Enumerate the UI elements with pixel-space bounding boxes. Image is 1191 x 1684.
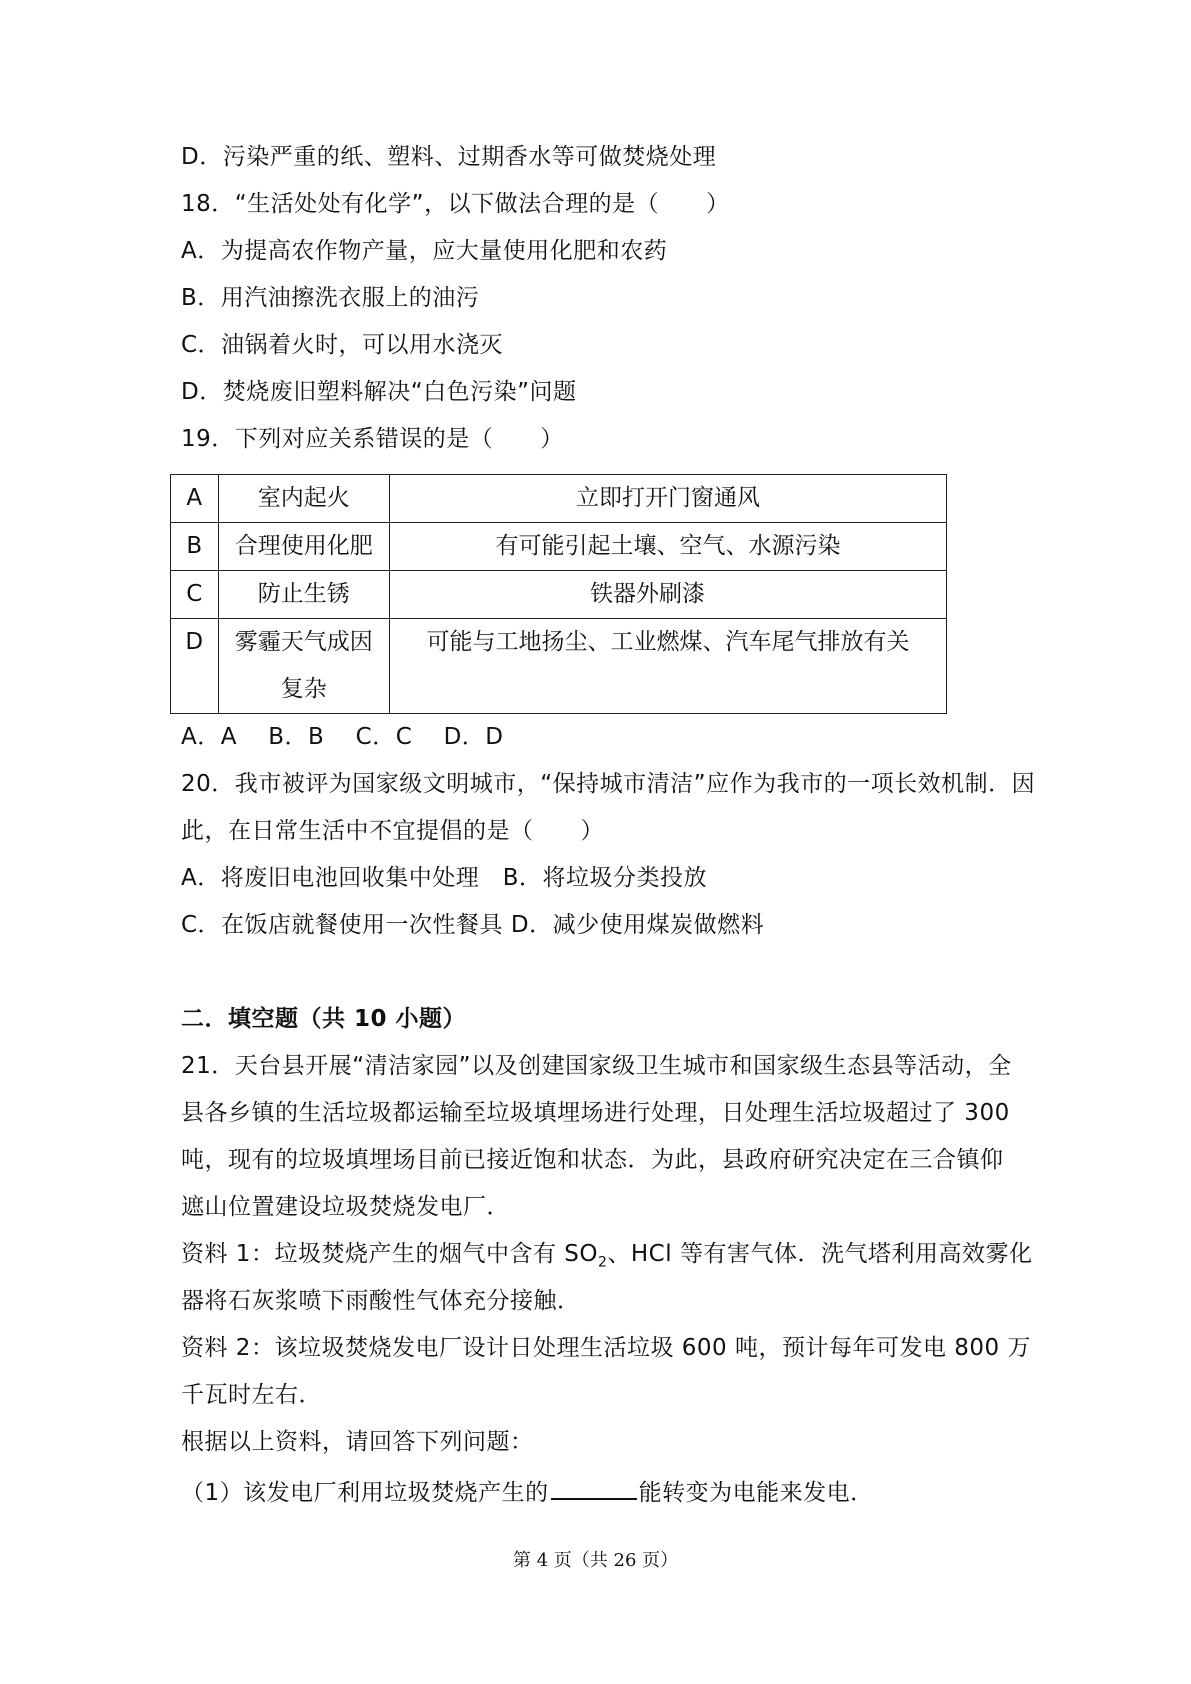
material-2-line1: 资料 2：该垃圾焚烧发电厂设计日处理生活垃圾 600 吨，预计每年可发电 800 万 bbox=[181, 1335, 1031, 1361]
table-key: D bbox=[171, 619, 219, 714]
material-1-text: 资料 1：垃圾焚烧产生的烟气中含有 SO bbox=[181, 1241, 598, 1267]
table-desc: 铁器外刷漆 bbox=[390, 571, 947, 619]
table-key: C bbox=[171, 571, 219, 619]
table-item: 合理使用化肥 bbox=[218, 523, 389, 571]
material-1-line2: 器将石灰浆喷下雨酸性气体充分接触． bbox=[181, 1288, 581, 1314]
table-desc: 可能与工地扬尘、工业燃煤、汽车尾气排放有关 bbox=[390, 619, 947, 714]
instruction: 根据以上资料，请回答下列问题： bbox=[181, 1429, 534, 1455]
q18-option-d: D．焚烧废旧塑料解决“白色污染”问题 bbox=[181, 379, 577, 405]
table-row bbox=[171, 523, 947, 571]
q19-table bbox=[170, 474, 947, 714]
material-1-text-cont: 、HCl 等有害气体．洗气塔利用高效雾化 bbox=[607, 1241, 1033, 1267]
part1-text-cont: 能转变为电能来发电． bbox=[638, 1480, 874, 1506]
q19-stem: 19．下列对应关系错误的是（ ） bbox=[181, 426, 564, 452]
table-key: A bbox=[171, 475, 219, 523]
material-2-line2: 千瓦时左右． bbox=[181, 1382, 322, 1408]
q21-line4: 遮山位置建设垃圾焚烧发电厂． bbox=[181, 1194, 510, 1220]
table-item: 室内起火 bbox=[218, 475, 389, 523]
q18-option-c: C．油锅着火时，可以用水浇灭 bbox=[181, 332, 504, 358]
subscript: 2 bbox=[597, 1254, 608, 1271]
q21-line3: 吨，现有的垃圾填埋场目前已接近饱和状态．为此，县政府研究决定在三合镇仰 bbox=[181, 1147, 1004, 1173]
material-1-line1 bbox=[181, 1239, 1032, 1278]
q20-options-cd: C．在饭店就餐使用一次性餐具 D．减少使用煤炭做燃料 bbox=[181, 912, 765, 938]
q21-part1 bbox=[181, 1474, 874, 1508]
table-desc: 有可能引起土壤、空气、水源污染 bbox=[390, 523, 947, 571]
answer-blank[interactable] bbox=[551, 1474, 637, 1500]
table-row bbox=[171, 475, 947, 523]
table-item: 雾霾天气成因复杂 bbox=[218, 619, 389, 714]
table-row bbox=[171, 571, 947, 619]
section-heading: 二．填空题（共 10 小题） bbox=[181, 1006, 467, 1032]
q18-option-a: A．为提高农作物产量，应大量使用化肥和农药 bbox=[181, 238, 668, 264]
q20-options-ab: A．将废旧电池回收集中处理 B．将垃圾分类投放 bbox=[181, 865, 708, 891]
q18-option-b: B．用汽油擦洗衣服上的油污 bbox=[181, 285, 480, 311]
q21-line1: 21．天台县开展“清洁家园”以及创建国家级卫生城市和国家级生态县等活动，全 bbox=[181, 1053, 1012, 1079]
table-item: 防止生锈 bbox=[218, 571, 389, 619]
page-footer: 第 4 页（共 26 页） bbox=[512, 1550, 679, 1571]
q20-stem-line2: 此，在日常生活中不宜提倡的是（ ） bbox=[181, 818, 604, 844]
table-desc: 立即打开门窗通风 bbox=[390, 475, 947, 523]
q19-options: A．A B．B C．C D．D bbox=[181, 724, 504, 750]
q17-option-d: D．污染严重的纸、塑料、过期香水等可做焚烧处理 bbox=[181, 144, 717, 170]
table-row bbox=[171, 619, 947, 714]
part1-text: （1）该发电厂利用垃圾焚烧产生的 bbox=[181, 1480, 549, 1506]
q20-stem-line1: 20．我市被评为国家级文明城市，“保持城市清洁”应作为我市的一项长效机制．因 bbox=[181, 771, 1036, 797]
table-key: B bbox=[171, 523, 219, 571]
q18-stem: 18．“生活处处有化学”，以下做法合理的是（ ） bbox=[181, 191, 730, 217]
q21-line2: 县各乡镇的生活垃圾都运输至垃圾填埋场进行处理，日处理生活垃圾超过了 300 bbox=[181, 1100, 1010, 1126]
